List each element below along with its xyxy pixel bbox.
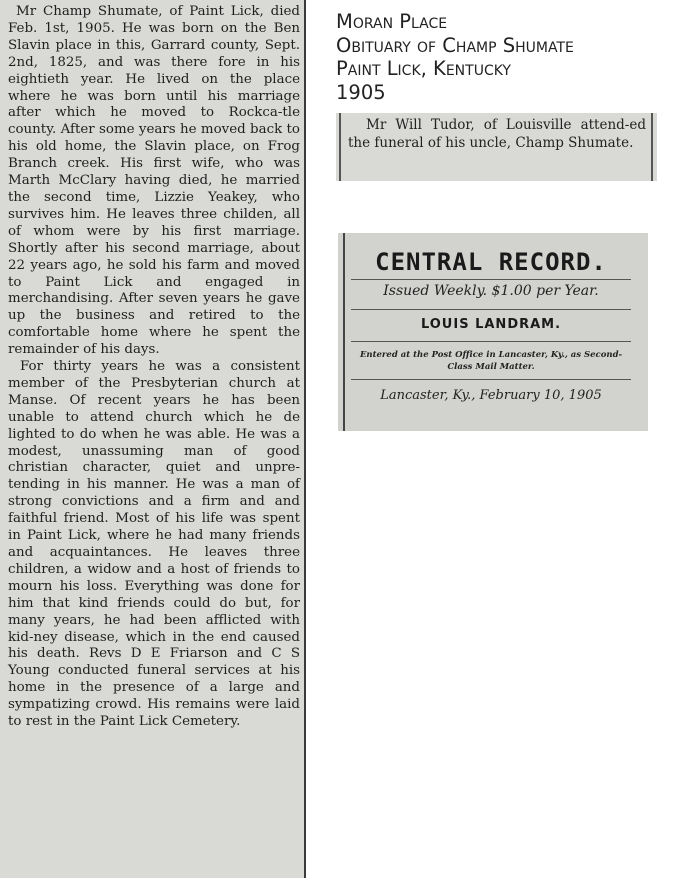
obituary-text	[8, 4, 300, 731]
divider	[351, 379, 631, 380]
masthead-editor: LOUIS LANDRAM.	[420, 317, 562, 332]
column-rule	[651, 113, 653, 181]
obituary-paragraph-1: Mr Champ Shumate, of Paint Lick, died Feb. 1st, 1905. He was born on the Ben Slavin place in this, Garrard county, Sept. 2nd, 1825, and was there fore in his eightieth year. He lived on the place where he was born until his marriage after which he moved to Rockca-tle county. After some years he moved back to his old home, the Slavin place, on Frog Branch creek. His first wife, who was Marth McClary having died, he married the second time, Lizzie Yeakey, who survives him. He leaves three childen, all of whom were by his first marriage. Shortly after his second marriage, about 22 years ago, he sold his farm and moved to Paint Lick and engaged in merchandising. After seven years he gave up the business and retired to the comfortable home where he spent the remainder of his days.	[8, 4, 300, 358]
caption-header	[336, 10, 681, 104]
caption-line-2: Obituary of Champ Shumate	[336, 33, 574, 57]
tudor-clipping	[336, 113, 657, 181]
column-rule	[343, 233, 345, 431]
masthead-dateline: Lancaster, Ky., February 10, 1905	[380, 388, 602, 403]
column-rule	[339, 113, 341, 181]
caption-line-3: Paint Lick, Kentucky	[336, 57, 511, 81]
caption-line-1: Moran Place	[336, 10, 448, 33]
masthead-title: CENTRAL RECORD.	[375, 248, 607, 276]
obituary-paragraph-2: For thirty years he was a consistent member of the Presbyterian church at Manse. Of recent years he has been unable to attend church which he de lighted to do when he was able. He was a modest, unassuming man of good christian character, quiet and unpre-tending in his manner. He was a man of strong convictions and a firm and and faithful friend. Most of his life was spent in Paint Lick, where he had many friends and acquaintances. He leaves three children, a widow and a host of friends to mourn his loss. Everything was done for him that kind friends could do but, for many years, he had been afflicted with kid-ney disease, which in the end caused his death. Revs D E Friarson and C S Young conducted funeral services at his home in the presence of a large and sympatizing crowd. His remains were laid to rest in the Paint Lick Cemetery.	[8, 359, 300, 730]
caption-year: 1905	[336, 80, 386, 104]
divider	[351, 341, 631, 342]
masthead-subtitle: Issued Weekly. $1.00 per Year.	[383, 283, 599, 299]
tudor-paragraph: Mr Will Tudor, of Louisville attend-ed the funeral of his uncle, Champ Shumate.	[348, 117, 646, 151]
tudor-text	[348, 116, 646, 152]
divider	[351, 309, 631, 310]
masthead-clipping	[338, 233, 648, 431]
obituary-clipping	[0, 0, 306, 878]
masthead-entered-notice: Entered at the Post Office in Lancaster, Ky., as Second-Class Mail Matter.	[359, 350, 623, 372]
divider	[351, 279, 631, 280]
